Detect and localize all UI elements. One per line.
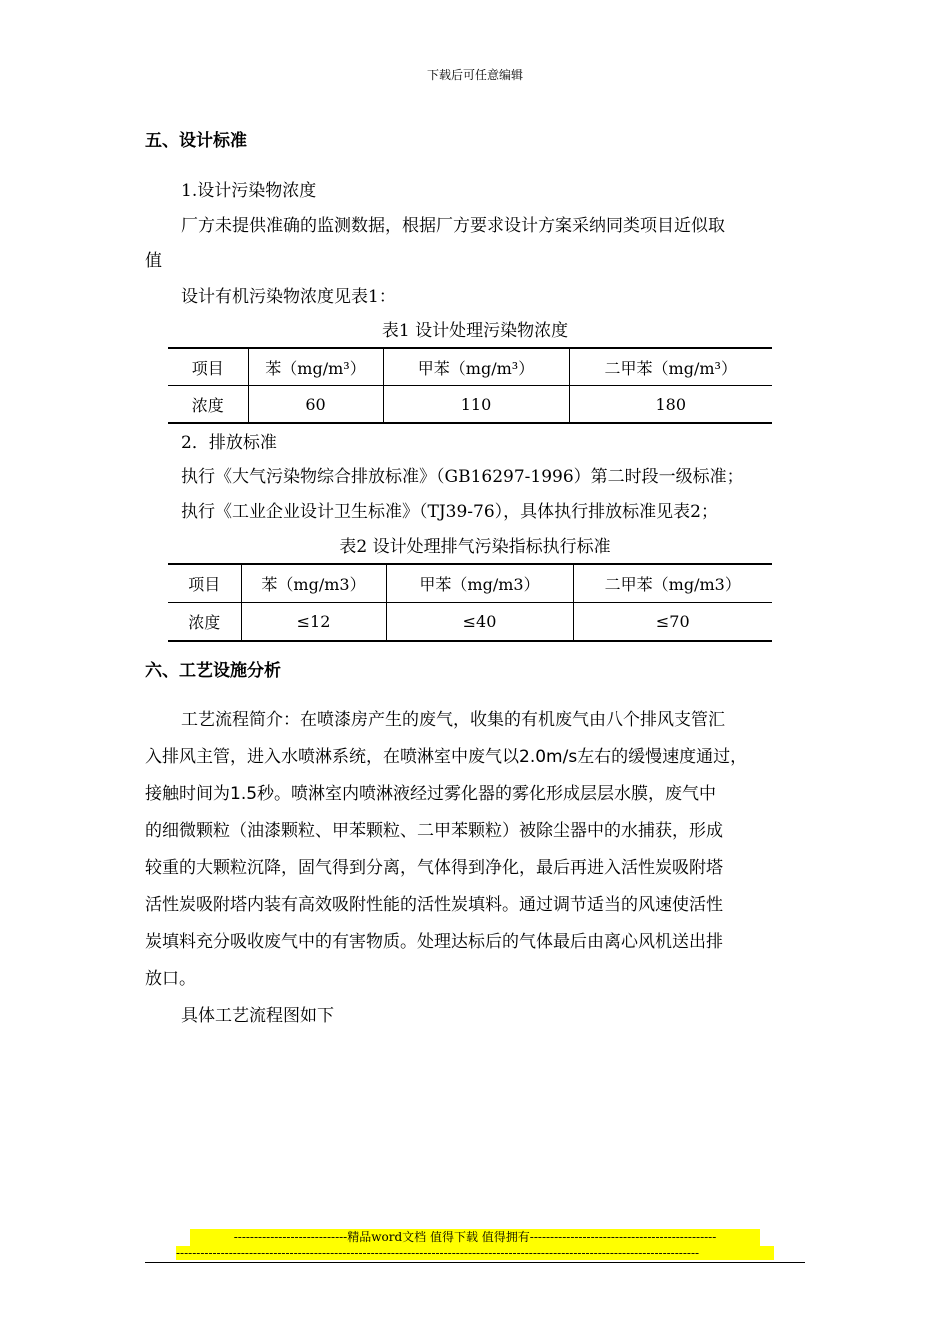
paragraph-line: 的细微颗粒（油漆颗粒、甲苯颗粒、二甲苯颗粒）被除尘器中的水捕获，形成 xyxy=(145,821,723,841)
table-header-cell: 甲苯（mg/m³） xyxy=(383,348,569,386)
table-cell: 60 xyxy=(248,386,383,424)
table-row xyxy=(168,603,772,642)
table-header-cell: 甲苯（mg/m3） xyxy=(386,564,573,603)
table-cell: ≤12 xyxy=(241,603,386,642)
table-header-cell: 苯（mg/m³） xyxy=(248,348,383,386)
paragraph-1-line-1: 厂方未提供准确的监测数据，根据厂方要求设计方案采纳同类项目近似取 xyxy=(181,216,725,236)
table-row xyxy=(168,564,772,603)
text-run: 左右的缓慢速度通过， xyxy=(577,747,748,767)
table-header-cell: 项目 xyxy=(168,348,248,386)
table-cell: ≤70 xyxy=(573,603,772,642)
standard-line-a: 执行《大气污染物综合排放标准》（GB16297-1996）第二时段一级标准； xyxy=(181,467,744,487)
table-cell: 110 xyxy=(383,386,569,424)
table-header-cell: 二甲苯（mg/m3） xyxy=(573,564,772,603)
table-row xyxy=(168,348,772,386)
table-header-cell: 二甲苯（mg/m³） xyxy=(569,348,772,386)
text-run: 入排风主管，进入水喷淋系统，在喷淋室中废气以 xyxy=(145,747,519,767)
item-1-title: 1.设计污染物浓度 xyxy=(181,181,317,201)
flow-chart-intro: 具体工艺流程图如下 xyxy=(181,1006,334,1026)
section-5-heading: 五、设计标准 xyxy=(145,131,247,151)
footer-banner-line-2: --------------------------------------------------------------------------------------------------------------------------------- xyxy=(176,1246,774,1260)
text-run: 秒。喷淋室内喷淋液经过雾化器的雾化形成层层水膜，废气中 xyxy=(257,784,717,804)
table-cell: 浓度 xyxy=(188,613,221,632)
speed-value: 2.0m/s xyxy=(519,747,578,767)
table-cell: ≤40 xyxy=(386,603,573,642)
paragraph-line: 活性炭吸附塔内装有高效吸附性能的活性炭填料。通过调节适当的风速使活性 xyxy=(145,895,723,915)
table-1 xyxy=(168,347,772,424)
paragraph-line xyxy=(145,779,716,804)
standard-line-b: 执行《工业企业设计卫生标准》（TJ39-76），具体执行排放标准见表2； xyxy=(181,502,718,522)
paragraph-line: 较重的大颗粒沉降，固气得到分离，气体得到净化，最后再进入活性炭吸附塔 xyxy=(145,858,723,878)
table-header-cell: 苯（mg/m3） xyxy=(241,564,386,603)
paragraph-line: 炭填料充分吸收废气中的有害物质。处理达标后的气体最后由离心风机送出排 xyxy=(145,932,723,952)
table-1-caption: 表1 设计处理污染物浓度 xyxy=(381,321,569,341)
page-header: 下载后可任意编辑 xyxy=(426,68,523,82)
section-6-heading: 六、工艺设施分析 xyxy=(145,661,281,681)
table-2 xyxy=(168,563,772,642)
paragraph-2: 设计有机污染物浓度见表1： xyxy=(181,287,396,307)
paragraph-line xyxy=(145,742,747,767)
table-cell: 浓度 xyxy=(191,395,224,415)
table-header-cell: 项目 xyxy=(168,564,241,603)
paragraph-1-line-2: 值 xyxy=(145,251,162,271)
footer-rule xyxy=(145,1262,805,1263)
item-2-title: 2．排放标准 xyxy=(181,433,277,453)
table-row xyxy=(168,386,772,424)
text-run: 接触时间为 xyxy=(145,784,230,804)
footer-banner-line-1: ----------------------------精品word文档 值得下载 值得拥有---------------------------------------------- xyxy=(190,1229,760,1246)
paragraph-line: 放口。 xyxy=(145,969,196,989)
table-2-caption: 表2 设计处理排气污染指标执行标准 xyxy=(339,537,611,557)
table-cell: 180 xyxy=(569,386,772,424)
paragraph-line: 工艺流程简介：在喷漆房产生的废气，收集的有机废气由八个排风支管汇 xyxy=(181,710,725,730)
time-value: 1.5 xyxy=(230,784,258,804)
